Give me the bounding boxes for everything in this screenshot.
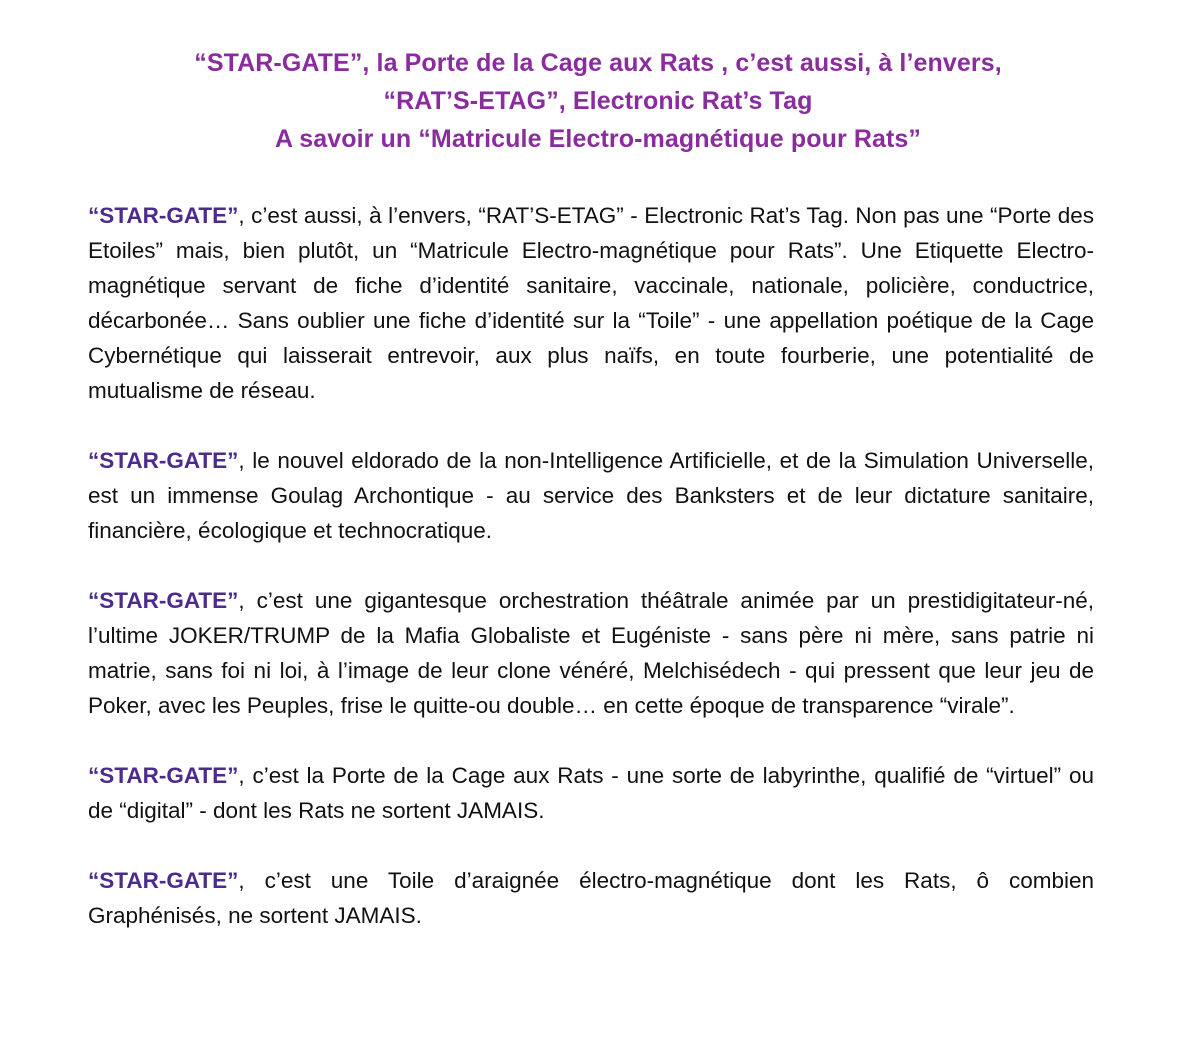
paragraph-text: , le nouvel eldorado de la non-Intelligence Artificielle, et de la Simulation Universelle, est un immense Goulag Archontique - au service des Banksters et de leur dictature sanitaire, financière, écologique et technocratique.: [88, 448, 1094, 543]
paragraph-3: [88, 583, 1094, 723]
paragraph-lead: “STAR-GATE”: [88, 868, 239, 893]
paragraph-lead: “STAR-GATE”: [88, 763, 239, 788]
paragraph-lead: “STAR-GATE”: [88, 203, 239, 228]
paragraph-text: , c’est aussi, à l’envers, “RAT’S-ETAG” - Electronic Rat’s Tag. Non pas une “Porte des Etoiles” mais, bien plutôt, un “Matricule Electro-magnétique pour Rats”. Une Etiquette Electro-magnétique servant de fiche d’identité sanitaire, vaccinale, nationale, policière, conductrice, décarbonée… Sans oublier une fiche d’identité sur la “Toile” - une appellation poétique de la Cage Cybernétique qui laisserait entrevoir, aux plus naïfs, en toute fourberie, une potentialité de mutualisme de réseau.: [88, 203, 1094, 403]
paragraph-lead: “STAR-GATE”: [88, 588, 239, 613]
paragraph-text: , c’est une Toile d’araignée électro-magnétique dont les Rats, ô combien Graphénisés, ne sortent JAMAIS.: [88, 868, 1094, 928]
document-title: [88, 44, 1094, 158]
paragraph-1: [88, 198, 1094, 408]
title-line-1: “STAR-GATE”, la Porte de la Cage aux Rats , c’est aussi, à l’envers,: [194, 49, 1002, 77]
paragraph-4: [88, 758, 1094, 828]
paragraph-lead: “STAR-GATE”: [88, 448, 239, 473]
paragraph-2: [88, 443, 1094, 548]
paragraph-text: , c’est une gigantesque orchestration théâtrale animée par un prestidigitateur-né, l’ultime JOKER/TRUMP de la Mafia Globaliste et Eugéniste - sans père ni mère, sans patrie ni matrie, sans foi ni loi, à l’image de leur clone vénéré, Melchisédech - qui pressent que leur jeu de Poker, avec les Peuples, frise le quitte-ou double… en cette époque de transparence “virale”.: [88, 588, 1094, 718]
title-line-2: “RAT’S-ETAG”, Electronic Rat’s Tag: [383, 87, 813, 115]
paragraph-5: [88, 863, 1094, 933]
title-line-3: A savoir un “Matricule Electro-magnétique pour Rats”: [274, 125, 922, 153]
paragraph-text: , c’est la Porte de la Cage aux Rats - une sorte de labyrinthe, qualifié de “virtuel” ou de “digital” - dont les Rats ne sortent JAMAIS.: [88, 763, 1094, 823]
